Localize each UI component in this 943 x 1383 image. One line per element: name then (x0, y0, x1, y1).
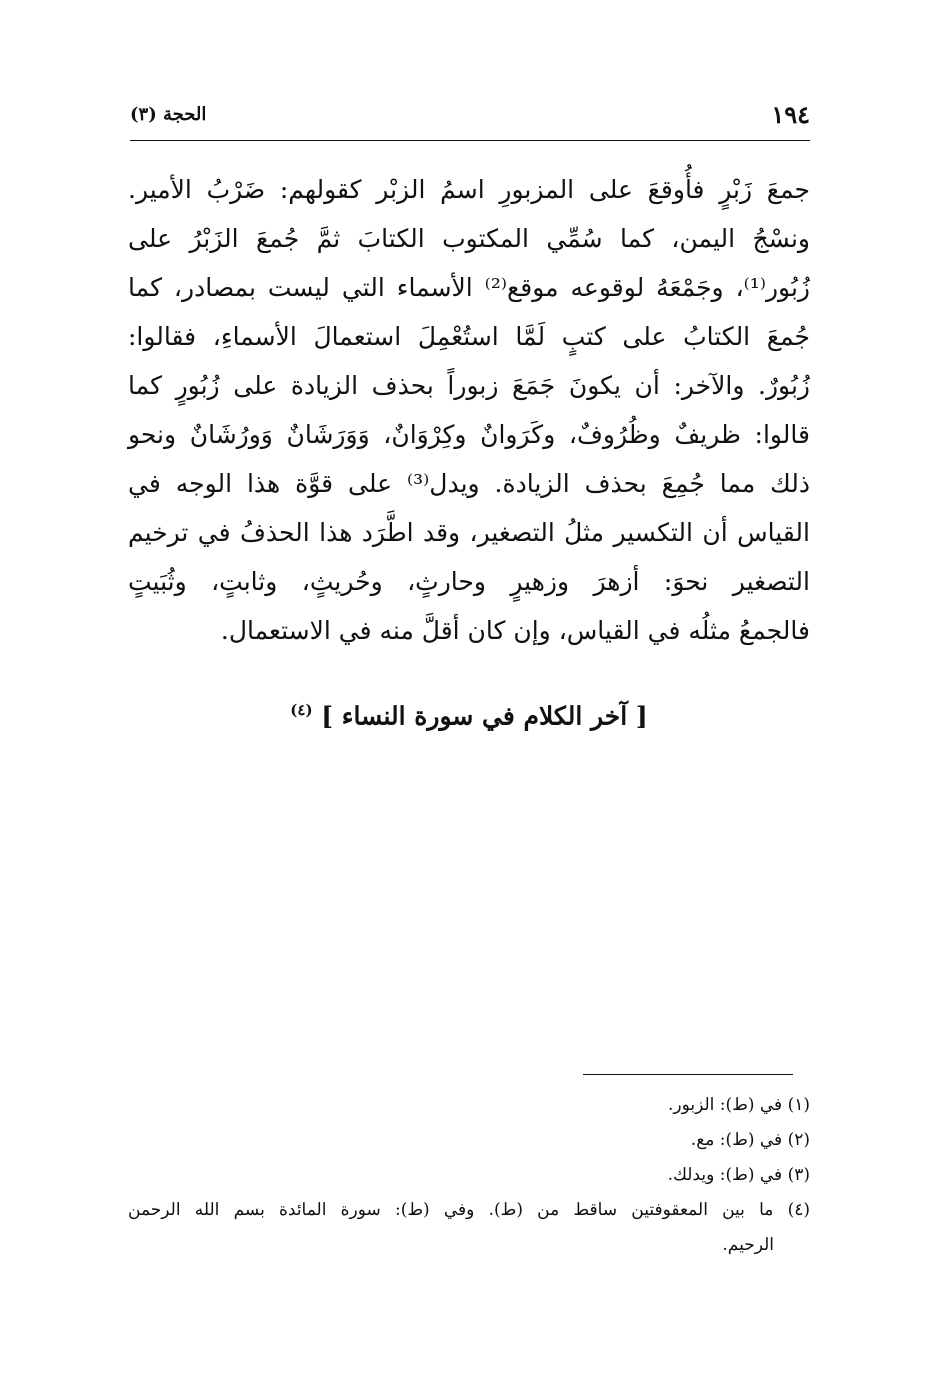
running-title: الحجة (٣) (130, 104, 207, 125)
text-line: التصغير نحوَ: أزهرَ وزهيرٍ وحارثٍ، وحُريثٍ، وثابتٍ، وثُبَيتٍ (128, 567, 810, 596)
footnote: (٢) في (ط): مع. (690, 1130, 810, 1150)
text-line: زُبُورٌ. والآخر: أن يكونَ جَمَعَ زبوراً بحذف الزيادة على زُبُورٍ كما (128, 371, 810, 400)
section-end-heading (128, 690, 810, 736)
footnote: (١) في (ط): الزبور. (667, 1095, 810, 1115)
text-line: فالجمعُ مثلُه في القياس، وإن كان أقلَّ منه في الاستعمال. (220, 616, 810, 645)
main-text (128, 165, 810, 655)
header-divider (130, 140, 810, 141)
text-line: جُمعَ الكتابُ على كتبٍ لَمَّا استُعْمِلَ استعمالَ الأسماءِ، فقالوا: (128, 322, 810, 351)
section-end-text: [ آخر الكلام في سورة النساء ] (321, 701, 648, 731)
page-header (130, 100, 810, 136)
footnote-divider (583, 1074, 793, 1075)
text-line: جمعَ زَبْرٍ فأُوقعَ على المزبورِ اسمُ الزبْر كقولهم: ضَرْبُ الأمير. (128, 175, 810, 204)
text-line: القياس أن التكسير مثلُ التصغير، وقد اطَّرَد هذا الحذفُ في ترخيم (128, 518, 810, 547)
footnote-continuation: الرحيم. (722, 1235, 774, 1255)
footnote: (٤) ما بين المعقوفتين ساقط من (ط). وفي (ط): سورة المائدة بسم الله الرحمن (128, 1200, 810, 1220)
text-line: قالوا: ظريفٌ وظُرُوفٌ، وكَرَوانٌ وكِرْوَانٌ، وَوَرَشَانٌ وَورُشَانٌ ونحو (128, 420, 810, 449)
footnotes (128, 1088, 810, 1263)
footnote-reference: (٤) (290, 701, 313, 719)
footnote: (٣) في (ط): ويدلك. (667, 1165, 810, 1185)
page-number: ١٩٤ (771, 100, 810, 129)
text-line: زُبُور⁽¹⁾، وجَمْعَهُ لوقوعه موقع⁽²⁾ الأسماء التي ليست بمصادر، كما (128, 273, 810, 302)
text-line: ونسْجُ اليمن، كما سُمِّي المكتوب الكتابَ ثمَّ جُمعَ الزَبْرُ على (128, 224, 810, 253)
text-line: ذلك مما جُمِعَ بحذف الزيادة. ويدل⁽³⁾ على قوَّة هذا الوجه في (128, 469, 810, 498)
